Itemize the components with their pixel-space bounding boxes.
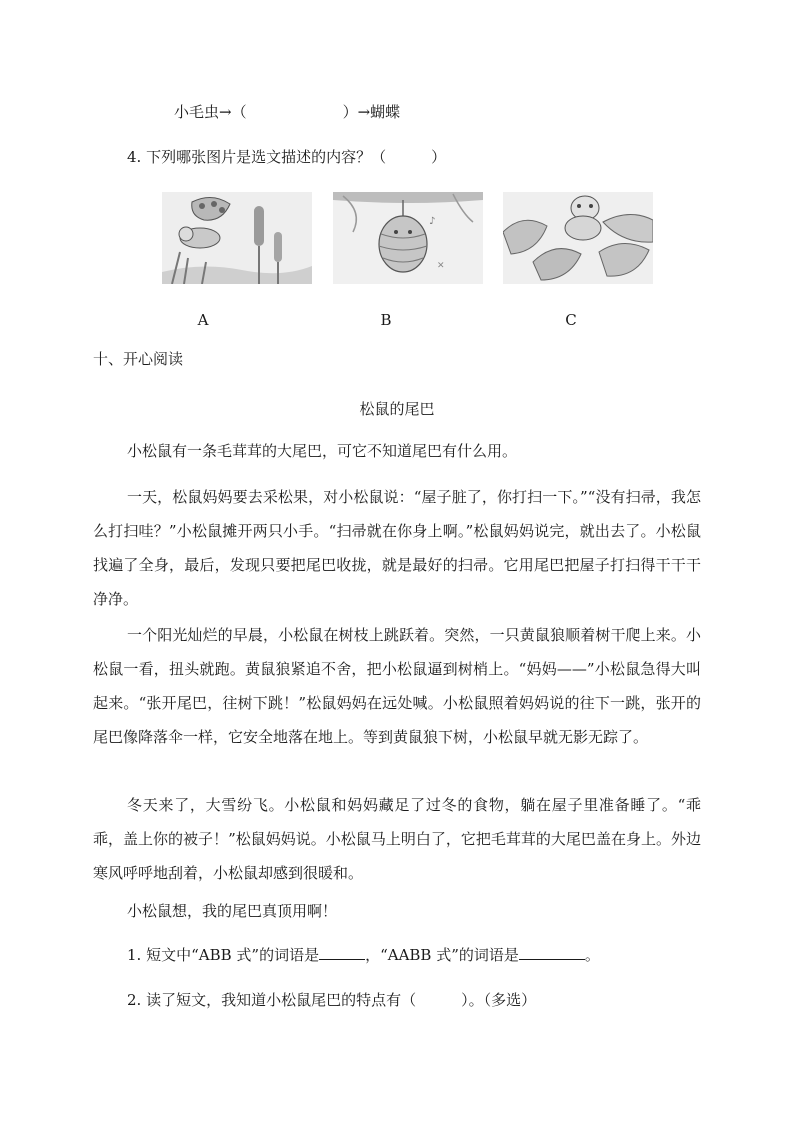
reading-q1 — [127, 945, 600, 965]
cocoon-hanging-illustration — [333, 192, 483, 284]
option-c-label: C — [565, 311, 577, 329]
q3-left: 小毛虫→（ — [174, 103, 247, 121]
section-heading: 十、开心阅读 — [93, 350, 184, 368]
reading-q1-part1: 1. 短文中“ABB 式”的词语是 — [127, 946, 320, 964]
reading-q1-part2: ，“AABB 式”的词语是 — [365, 946, 519, 964]
passage-paragraph-3: 一个阳光灿烂的早晨，小松鼠在树枝上跳跃着。突然，一只黄鼠狼顺着树干爬上来。小松鼠一看，扭头就跑。黄鼠狼紧追不舍，把小松鼠逼到树梢上。“妈妈——”小松鼠急得大叫起来。“张开尾巴，往树下跳！”松鼠妈妈在远处喊。小松鼠照着妈妈说的往下一跳，张开的尾巴像降落伞一样，它安全地落在地上。等到黄鼠狼下树，小松鼠早就无影无踪了。 — [93, 626, 701, 746]
passage-title: 松鼠的尾巴 — [359, 400, 435, 418]
svg-text:♪: ♪ — [429, 216, 436, 227]
option-b-label: B — [380, 311, 392, 329]
passage-paragraph-1: 小松鼠有一条毛茸茸的大尾巴，可它不知道尾巴有什么用。 — [127, 442, 518, 460]
option-a-label: A — [197, 311, 209, 329]
passage-paragraph-5: 小松鼠想，我的尾巴真顶用啊！ — [127, 902, 338, 920]
q3-line — [174, 102, 400, 122]
caterpillar-butterfly-illustration — [162, 192, 312, 284]
option-b-image — [333, 192, 483, 284]
passage-paragraph-2: 一天，松鼠妈妈要去采松果，对小松鼠说：“屋子脏了，你打扫一下。”“没有扫帚，我怎么打扫哇？”小松鼠摊开两只小手。“扫帚就在你身上啊。”松鼠妈妈说完，就出去了。小松鼠找遍了全身，最后，发现只要把尾巴收拢，就是最好的扫帚。它用尾巴把屋子打扫得干干干净净。 — [93, 488, 701, 608]
reading-q1-blank-aabb[interactable] — [519, 945, 585, 960]
reading-q1-blank-abb[interactable] — [319, 945, 365, 960]
caterpillar-on-leaves-illustration — [503, 192, 653, 284]
q3-right: ）→蝴蝶 — [342, 103, 401, 121]
q4-question: 4. 下列哪张图片是选文描述的内容？（ ） — [127, 148, 447, 166]
svg-text:✕: ✕ — [437, 261, 445, 271]
option-c-image — [503, 192, 653, 284]
passage-paragraph-4: 冬天来了，大雪纷飞。小松鼠和妈妈藏足了过冬的食物，躺在屋子里准备睡了。“乖乖，盖上你的被子！”松鼠妈妈说。小松鼠马上明白了，它把毛茸茸的大尾巴盖在身上。外边寒风呼呼地刮着，小松鼠却感到很暖和。 — [93, 796, 701, 882]
reading-q2: 2. 读了短文，我知道小松鼠尾巴的特点有（ ）。（多选） — [127, 991, 537, 1009]
option-a-image — [162, 192, 312, 284]
reading-q1-part3: 。 — [584, 946, 600, 964]
